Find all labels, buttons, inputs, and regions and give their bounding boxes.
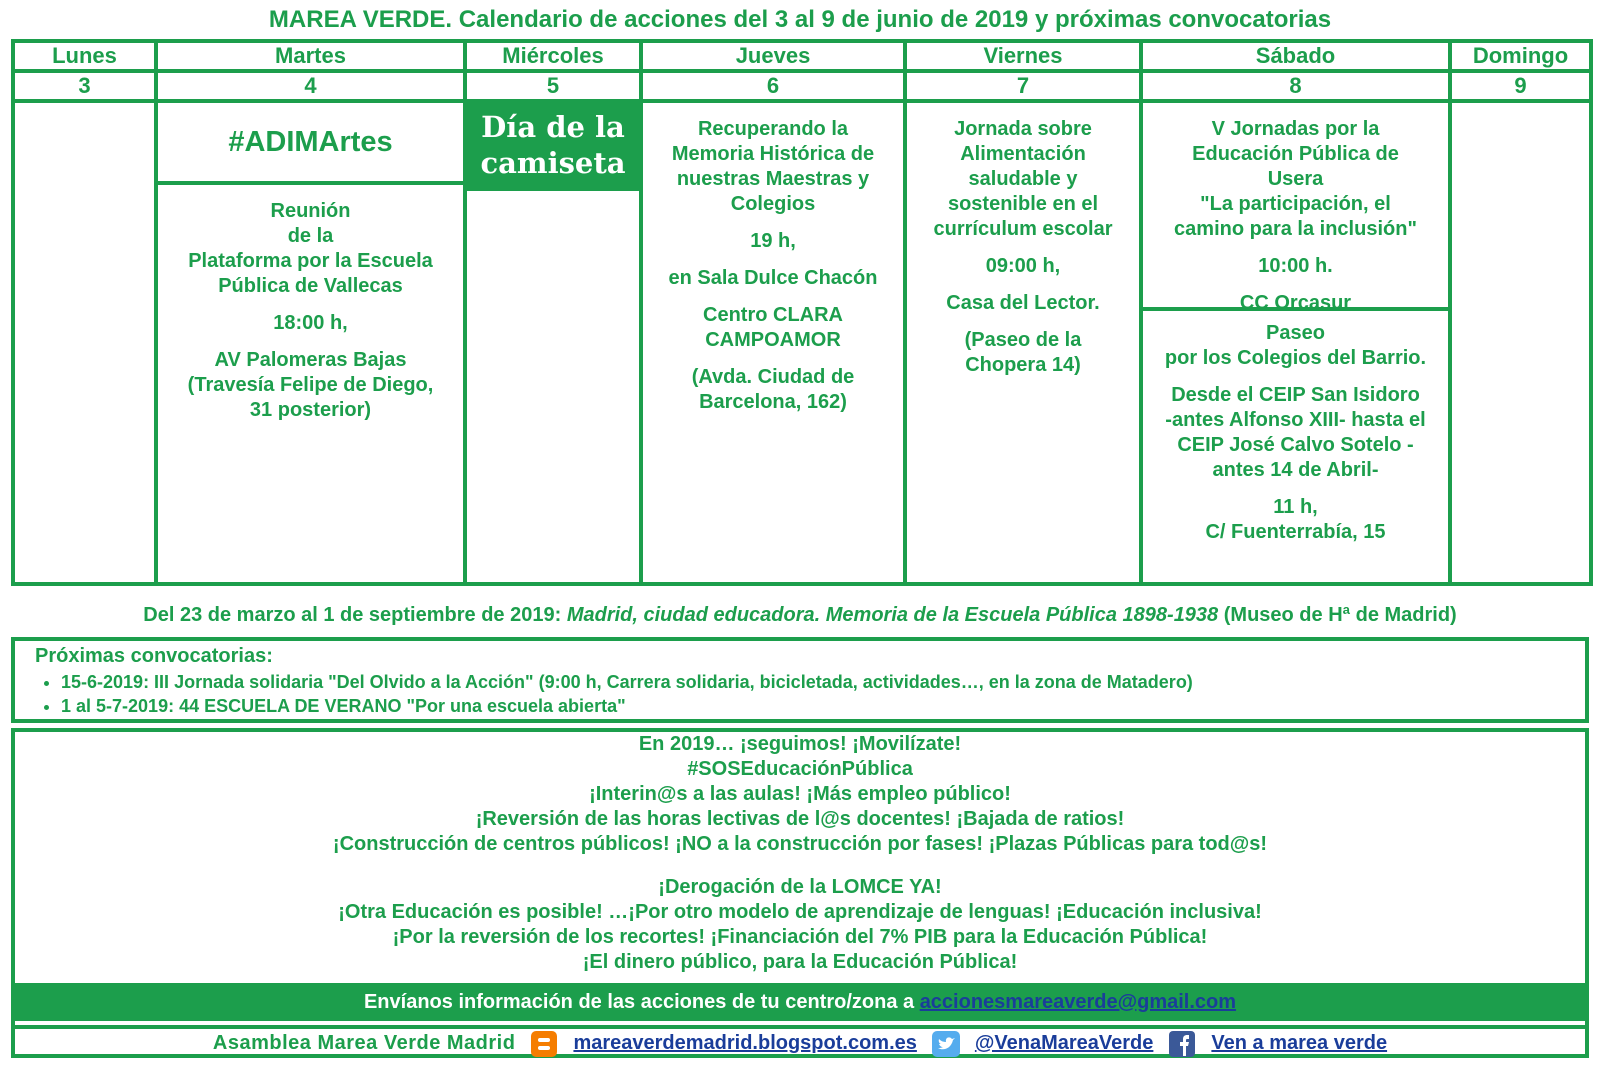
upcoming-calls-heading: Próximas convocatorias: [35,645,273,667]
event-venue: Casa del Lector. [946,292,1100,314]
event-title-line: Alimentación [960,143,1086,165]
event-route-line: Desde el CEIP San Isidoro [1171,384,1420,406]
twitter-link[interactable]: @VenaMareaVerde [974,1032,1154,1054]
event-address-line: (Avda. Ciudad de [691,366,855,388]
cell-lunes [13,101,156,584]
weekday-row [13,41,1591,71]
facebook-link[interactable]: Ven a marea verde [1211,1032,1388,1054]
contact-bar [15,983,1585,1021]
event-room: en Sala Dulce Chacón [668,267,878,289]
slogan-line: ¡Derogación de la LOMCE YA! [658,876,942,898]
event-title-line: Paseo [1266,322,1325,344]
organization-name: Asamblea Marea Verde Madrid [212,1032,516,1054]
cell-jueves [641,101,905,584]
event-place-line: AV Palomeras Bajas [214,349,407,371]
event-venue-line: CAMPOAMOR [705,329,841,351]
page-title: MAREA VERDE. Calendario de acciones del 3 al 9 de junio de 2019 y próximas convocatorias [268,6,1332,33]
banner-line: camiseta [480,146,626,180]
banner-line: Día de la [481,110,625,144]
event-address-line: Chopera 14) [965,354,1081,376]
event-place-line: (Travesía Felipe de Diego, [187,374,434,396]
event-title-line: V Jornadas por la [1211,118,1380,140]
event-route-line: -antes Alfonso XIII- hasta el [1165,409,1426,431]
exhibition-name: Madrid, ciudad educadora. Memoria de la Escuela Pública 1898-1938 [566,604,1219,626]
event-route-line: antes 14 de Abril- [1212,459,1379,481]
event-venue-line: Centro CLARA [703,304,843,326]
list-item: • 15-6-2019: III Jornada solidaria "Del Olvido a la Acción" (9:00 h, Carrera solidaria, bicicletada, actividades…, en la zona de Matadero) [61,670,1193,694]
event-memoria-historica [643,103,903,415]
slogans-box [11,728,1589,1058]
cell-sabado [1141,101,1450,584]
event-venue: CC Orcasur [1239,292,1352,314]
day-header-domingo: Domingo [1450,41,1591,71]
date-viernes: 7 [905,71,1141,101]
date-jueves: 6 [641,71,905,101]
contact-email-link[interactable]: accionesmareaverde@gmail.com [919,991,1237,1013]
day-header-lunes: Lunes [13,41,156,71]
footer-links [15,1025,1585,1058]
slogan-spacer [15,857,1585,875]
event-title-line: currículum escolar [933,218,1113,240]
event-title-line: "La participación, el [1200,193,1391,215]
date-row [13,71,1591,101]
day-header-miercoles: Miércoles [465,41,641,71]
event-route-line: CEIP José Calvo Sotelo - [1177,434,1414,456]
event-title-line: Educación Pública de [1192,143,1399,165]
event-title-line: Plataforma por la Escuela [188,250,433,272]
date-martes: 4 [156,71,465,101]
event-title-line: por los Colegios del Barrio. [1164,347,1427,369]
date-domingo: 9 [1450,71,1591,101]
twitter-icon[interactable] [931,1029,961,1059]
event-title-line: Colegios [730,193,816,215]
list-item: • 1 al 5-7-2019: 44 ESCUELA DE VERANO "Por una escuela abierta" [61,694,1193,718]
slogan-line: ¡Interin@s a las aulas! ¡Más empleo público! [589,783,1011,805]
date-lunes: 3 [13,71,156,101]
blogger-icon[interactable] [529,1029,559,1059]
event-time: 09:00 h, [985,255,1061,277]
event-time: 10:00 h. [1258,255,1333,277]
event-title-line: Reunión [270,200,351,222]
event-title-line: camino para la inclusión" [1174,218,1417,240]
event-title-line: saludable y [968,168,1078,190]
contact-text: Envíanos información de las acciones de tu centro/zona a [363,991,915,1013]
slogan-line: ¡Reversión de las horas lectivas de l@s docentes! ¡Bajada de ratios! [475,808,1125,830]
slogan-line: ¡El dinero público, para la Educación Pública! [582,951,1018,973]
events-row [13,101,1591,584]
slogan-line: #SOSEducaciónPública [687,758,913,780]
day-header-viernes: Viernes [905,41,1141,71]
event-title-line: Jornada sobre [954,118,1092,140]
event-title-line: Usera [1267,168,1324,190]
cell-viernes [905,101,1141,584]
slogan-line: ¡Construcción de centros públicos! ¡NO a la construcción por fases! ¡Plazas Públicas para tod@s! [332,833,1268,855]
facebook-icon[interactable] [1167,1029,1197,1059]
event-jornadas-usera [1143,103,1448,314]
cell-martes [156,101,465,584]
event-title-line: Memoria Histórica de [671,143,875,165]
exhibition-dates: Del 23 de marzo al 1 de septiembre de 2019: [143,604,562,626]
event-time: 11 h, [1273,496,1318,518]
dia-de-la-camiseta-banner [467,103,639,191]
event-title-line: Recuperando la [697,118,849,140]
day-header-sabado: Sábado [1141,41,1450,71]
exhibition-place: (Museo de Hª de Madrid) [1223,604,1457,626]
exhibition-notice [0,602,1600,628]
event-time: 18:00 h, [273,312,348,334]
event-paseo-colegios [1143,311,1448,545]
event-title-line: nuestras Maestras y [676,168,870,190]
event-alimentacion-saludable [907,103,1139,378]
date-miercoles: 5 [465,71,641,101]
slogan-line: ¡Otra Educación es posible! …¡Por otro modelo de aprendizaje de lenguas! ¡Educación inclusiva! [338,901,1262,923]
weekly-calendar [11,39,1593,586]
slogan-line: En 2019… ¡seguimos! ¡Movilízate! [638,733,962,755]
upcoming-calls-list [53,670,1193,718]
event-reunion-plataforma [158,185,463,423]
event-title-line: de la [287,225,334,247]
event-address-line: (Paseo de la [964,329,1082,351]
slogan-line: ¡Por la reversión de los recortes! ¡Financiación del 7% PIB para la Educación Pública! [392,926,1208,948]
day-header-jueves: Jueves [641,41,905,71]
event-title-line: Pública de Vallecas [218,275,403,297]
hashtag-adimartes: #ADIMArtes [158,103,463,185]
event-address-line: Barcelona, 162) [699,391,847,413]
cell-miercoles [465,101,641,584]
event-place-line: 31 posterior) [249,399,372,421]
blog-link[interactable]: mareaverdemadrid.blogspot.com.es [573,1032,917,1054]
event-address: C/ Fuenterrabía, 15 [1205,521,1386,543]
cell-domingo [1450,101,1591,584]
event-title-line: sostenible en el [947,193,1099,215]
event-time: 19 h, [750,230,796,252]
slogan-lines [15,732,1585,975]
upcoming-calls-box [11,637,1589,723]
date-sabado: 8 [1141,71,1450,101]
day-header-martes: Martes [156,41,465,71]
